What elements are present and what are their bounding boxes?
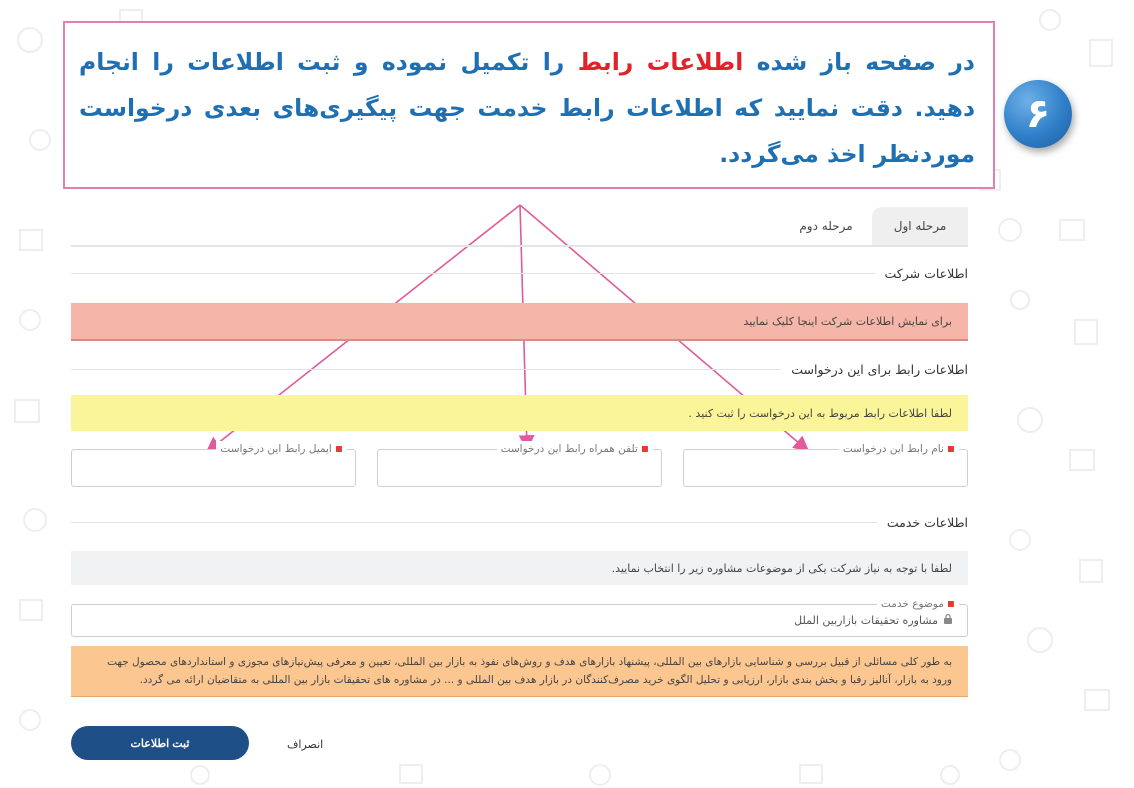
required-marker: ▪ bbox=[946, 441, 955, 455]
contact-name-field[interactable] bbox=[683, 441, 968, 487]
required-marker: ▪ bbox=[334, 441, 343, 455]
contact-section-header bbox=[71, 359, 968, 379]
required-marker: ▪ bbox=[946, 596, 955, 610]
tab-step-two[interactable]: مرحله دوم bbox=[799, 219, 853, 233]
company-info-link[interactable]: برای نمایش اطلاعات شرکت اینجا کلیک نمایید bbox=[71, 303, 968, 341]
lock-icon bbox=[943, 613, 953, 627]
service-section-header bbox=[71, 512, 968, 532]
required-marker: ▪ bbox=[640, 441, 649, 455]
contact-email-label: ▪ایمیل رابط این درخواست bbox=[216, 441, 347, 455]
submit-button[interactable]: ثبت اطلاعات bbox=[71, 726, 249, 760]
cancel-link[interactable]: انصراف bbox=[287, 738, 324, 751]
step-tabs bbox=[71, 207, 968, 247]
company-section-title: اطلاعات شرکت bbox=[884, 265, 968, 281]
contact-email-field[interactable] bbox=[71, 441, 356, 487]
instruction-text-part2: را تکمیل نموده و ثبت اطلاعات را انجام دهید. دقت نمایید که اطلاعات رابط خدمت جهت پیگیری‌های بعدی درخواست موردنظر اخذ می‌گردد. bbox=[79, 48, 975, 168]
contact-mobile-field[interactable] bbox=[377, 441, 662, 487]
tab-step-one[interactable]: مرحله اول bbox=[872, 207, 968, 245]
service-notice: لطفا با توجه به نیاز شرکت یکی از موضوعات مشاوره زیر را انتخاب نمایید. bbox=[71, 551, 968, 585]
company-section-header bbox=[71, 263, 968, 283]
instruction-callout bbox=[63, 21, 995, 189]
instruction-text-part1: در صفحه باز شده bbox=[743, 48, 975, 76]
service-section-title: اطلاعات خدمت bbox=[886, 514, 968, 530]
section-divider bbox=[71, 273, 875, 274]
contact-notice: لطفا اطلاعات رابط مربوط به این درخواست را ثبت کنید . bbox=[71, 395, 968, 431]
contact-mobile-label: ▪تلفن همراه رابط این درخواست bbox=[497, 441, 653, 455]
service-topic-field[interactable] bbox=[71, 596, 968, 637]
instruction-highlight: اطلاعات رابط bbox=[577, 48, 744, 76]
contact-name-label: ▪نام رابط این درخواست bbox=[839, 441, 959, 455]
step-number-badge: ۶ bbox=[1004, 80, 1072, 148]
service-description: به طور کلی مسائلی از قبیل بررسی و شناسایی بازارهای بین المللی، پیشنهاد بازارهای هدف و روش‌های نفوذ به بازار بین المللی، تعیین و معرفی پیش‌نیازهای مجوزی و استانداردهای محصول جهت ورود به بازار، آنالیز رقبا و بخش بندی بازار، ارزیابی و تحلیل الگوی خرید مصرف‌کنندگان در بازار هدف بین المللی و ... در مشاوره های تحقیقات بازار بین المللی به متقاضیان ارائه می گردد. bbox=[71, 646, 968, 697]
service-topic-label: ▪موضوع خدمت bbox=[877, 596, 959, 610]
service-topic-value: مشاوره تحقیقات بازاربین الملل bbox=[794, 613, 953, 627]
section-divider bbox=[71, 369, 781, 370]
contact-section-title: اطلاعات رابط برای این درخواست bbox=[791, 361, 968, 377]
section-divider bbox=[71, 522, 877, 523]
